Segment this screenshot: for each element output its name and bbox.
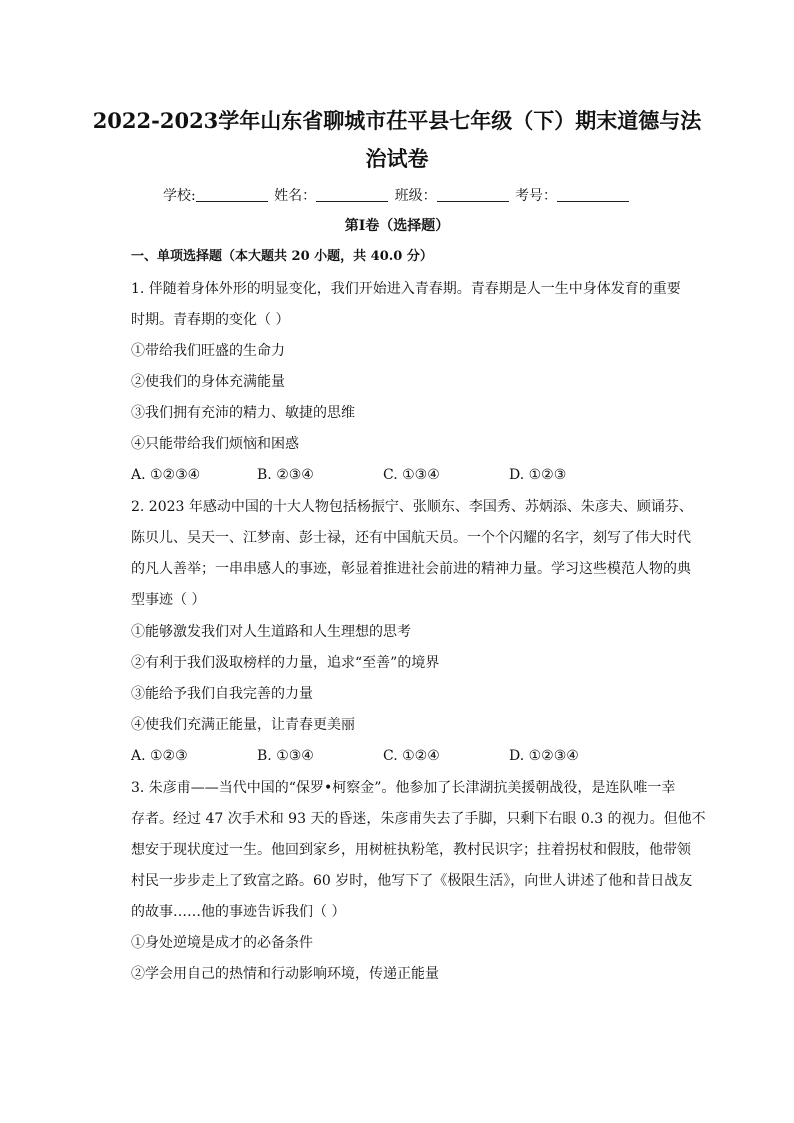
number-blank[interactable]	[557, 187, 629, 202]
class-label: 班级：	[394, 188, 437, 204]
q1-option-3: ③我们拥有充沛的精力、敏捷的思维	[131, 405, 355, 421]
exam-title-line-1: 2022-2023学年山东省聊城市茌平县七年级（下）期末道德与法	[92, 108, 702, 133]
number-label: 考号：	[515, 188, 558, 204]
q3-stem-line-4: 村民一步步走上了致富之路。60 岁时，他写下了《极限生活》，向世人讲述了他和昔日战友	[131, 873, 693, 889]
q2-choices	[131, 746, 635, 766]
student-info-row	[0, 186, 794, 206]
name-blank[interactable]	[316, 187, 388, 202]
q2-choice-b[interactable]: B. ①③④	[257, 748, 314, 764]
class-blank[interactable]	[437, 187, 509, 202]
name-label: 姓名：	[274, 188, 317, 204]
q2-stem-line-3: 的凡人善举；一串串感人的事迹，彰显着推进社会前进的精神力量。学习这些模范人物的典	[131, 561, 691, 577]
q2-choice-c[interactable]: C. ①②④	[383, 748, 440, 764]
q3-stem-line-1: 3. 朱彦甫——当代中国的“保罗•柯察金”。他参加了长津湖抗美援朝战役，是连队唯一幸	[131, 780, 676, 796]
q3-option-2: ②学会用自己的热情和行动影响环境，传递正能量	[131, 966, 439, 982]
q3-option-1: ①身处逆境是成才的必备条件	[131, 935, 313, 951]
q2-option-3: ③能给予我们自我完善的力量	[131, 686, 313, 702]
exam-title-line-2: 治试卷	[365, 146, 429, 171]
q2-stem-line-4: 型事迹（ ）	[131, 592, 206, 608]
school-label: 学校:	[162, 188, 196, 204]
q2-choice-d[interactable]: D. ①②③④	[509, 748, 579, 764]
part-title: 一、单项选择题（本大题共 20 小题，共 40.0 分）	[131, 249, 433, 264]
q1-option-2: ②使我们的身体充满能量	[131, 374, 285, 390]
q2-stem-line-2: 陈贝儿、吴天一、江梦南、彭士禄，还有中国航天员。一个个闪耀的名字，刻写了伟大时代	[131, 530, 691, 546]
q1-choices	[131, 465, 635, 485]
q2-choice-a[interactable]: A. ①②③	[131, 748, 188, 764]
section-title: 第Ⅰ卷（选择题）	[344, 218, 450, 234]
exam-title	[90, 102, 704, 178]
q3-stem-line-5: 的故事……他的事迹告诉我们（ ）	[131, 904, 346, 920]
q2-option-1: ①能够激发我们对人生道路和人生理想的思考	[131, 624, 411, 640]
q3-stem-line-2: 存者。经过 47 次手术和 93 天的昏迷，朱彦甫失去了手脚，只剩下右眼 0.3 的视力。但他不	[131, 811, 706, 827]
q1-stem-line-2: 时期。青春期的变化（ ）	[131, 312, 290, 328]
q3-stem-line-3: 想安于现状度过一生。他回到家乡，用树桩执粉笔，教村民识字；拄着拐杖和假肢，他带领	[131, 842, 691, 858]
q2-option-4: ④使我们充满正能量，让青春更美丽	[131, 717, 355, 733]
q1-choice-d[interactable]: D. ①②③	[509, 467, 567, 483]
q2-stem-line-1: 2. 2023 年感动中国的十大人物包括杨振宁、张顺东、李国秀、苏炳添、朱彦夫、顾诵芬、	[131, 499, 693, 515]
q1-stem-line-1: 1. 伴随着身体外形的明显变化，我们开始进入青春期。青春期是人一生中身体发育的重要	[131, 281, 681, 297]
school-blank[interactable]	[196, 187, 268, 202]
q1-choice-a[interactable]: A. ①②③④	[131, 467, 201, 483]
q1-choice-c[interactable]: C. ①③④	[383, 467, 440, 483]
q1-option-4: ④只能带给我们烦恼和困惑	[131, 436, 299, 452]
q1-option-1: ①带给我们旺盛的生命力	[131, 343, 285, 359]
q2-option-2: ②有利于我们汲取榜样的力量，追求“至善”的境界	[131, 655, 440, 671]
q1-choice-b[interactable]: B. ②③④	[257, 467, 314, 483]
